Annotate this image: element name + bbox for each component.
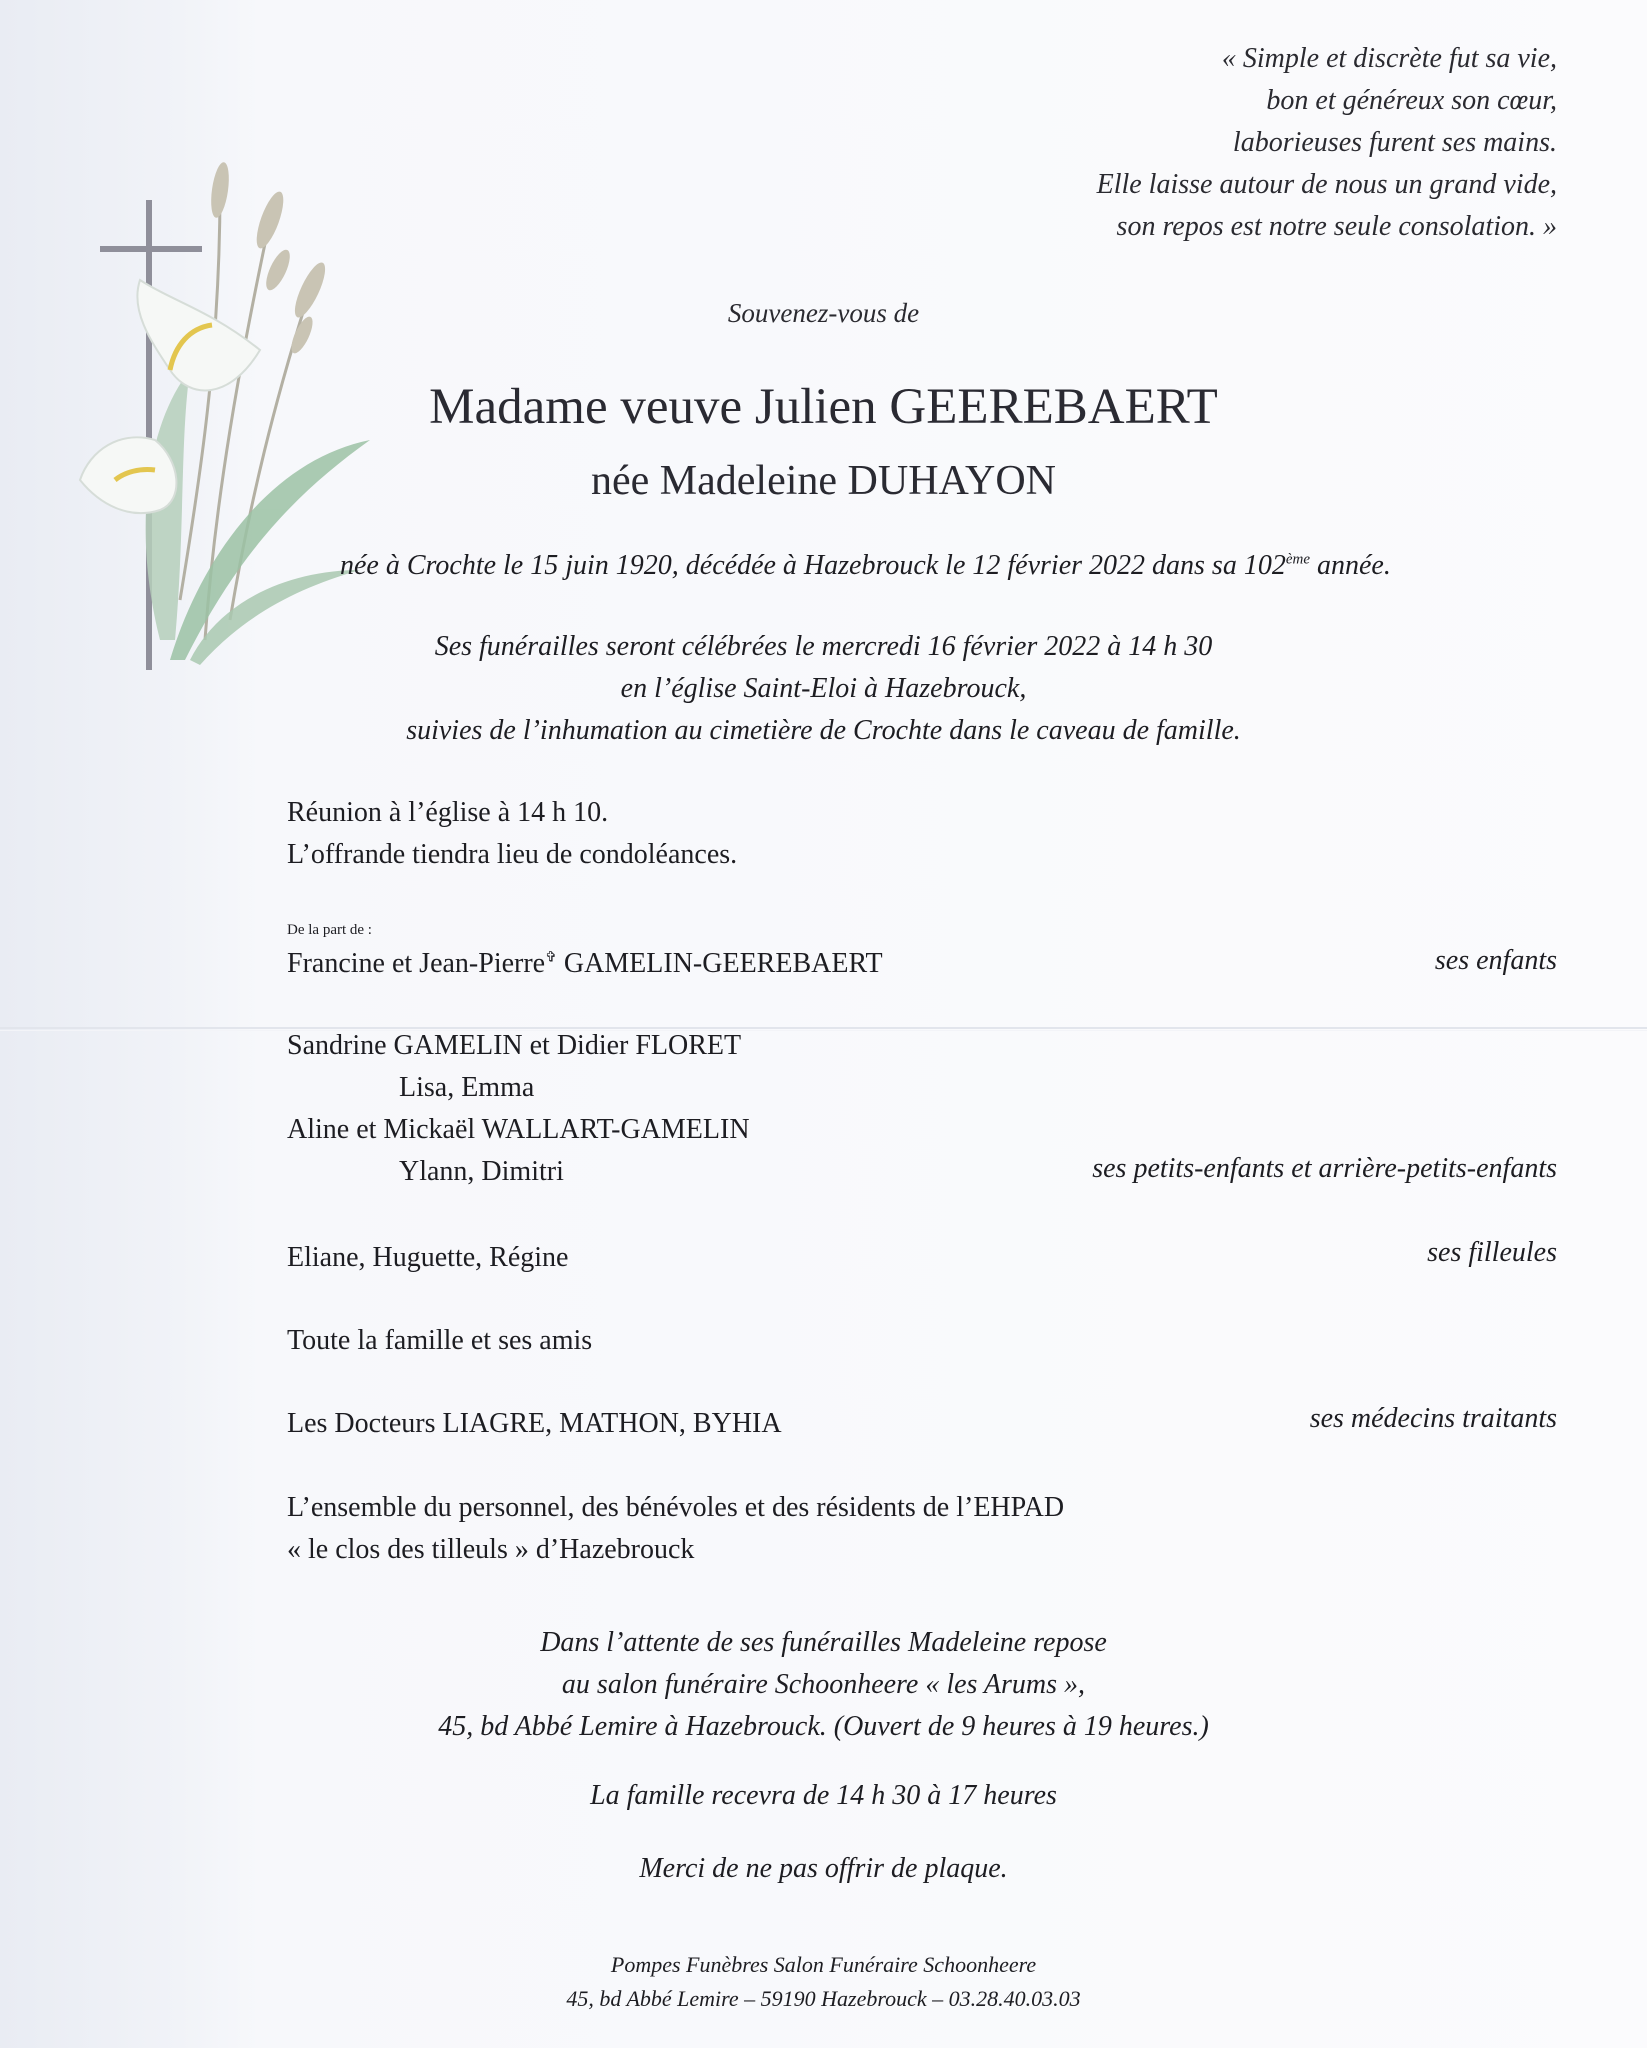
relation-grandchildren: ses petits-enfants et arrière-petits-enfants — [1092, 1153, 1557, 1184]
epitaph-quote — [1097, 38, 1557, 248]
quote-line: bon et généreux son cœur, — [1266, 85, 1557, 116]
great-grandchildren-line: Lisa, Emma — [399, 1072, 535, 1103]
children-surname: GAMELIN-GEEREBAERT — [556, 948, 883, 979]
relation-goddaughters: ses filleules — [1427, 1237, 1557, 1268]
relation-children: ses enfants — [1434, 945, 1557, 976]
no-plaque-note: Merci de ne pas offrir de plaque. — [639, 1853, 1008, 1884]
footer-line: 45, bd Abbé Lemire – 59190 Hazebrouck – 03.28.40.03.03 — [566, 1986, 1081, 2011]
meeting-line: Réunion à l’église à 14 h 10. — [287, 797, 609, 828]
quote-line: « Simple et discrète fut sa vie, — [1221, 43, 1557, 74]
grandchildren-line: Sandrine GAMELIN et Didier FLORET — [287, 1030, 742, 1061]
repose-line: au salon funéraire Schoonheere « les Arums », — [561, 1669, 1086, 1700]
intro-text: Souvenez-vous de — [727, 298, 920, 328]
quote-line: laborieuses furent ses mains. — [1232, 127, 1557, 158]
paper-fold-shadow — [0, 1030, 1647, 1031]
children-names — [287, 943, 883, 985]
footer-line: Pompes Funèbres Salon Funéraire Schoonheere — [610, 1952, 1037, 1977]
relation-doctors: ses médecins traitants — [1309, 1403, 1557, 1434]
family-friends: Toute la famille et ses amis — [287, 1325, 593, 1356]
ehpad-line: L’ensemble du personnel, des bénévoles et des résidents de l’EHPAD — [287, 1492, 1065, 1523]
ehpad-block — [287, 1487, 1064, 1571]
funeral-line: suivies de l’inhumation au cimetière de Crochte dans le caveau de famille. — [406, 715, 1241, 746]
de-la-part-label: De la part de : — [287, 922, 372, 938]
funeral-line: Ses funérailles seront célébrées le mercredi 16 février 2022 à 14 h 30 — [434, 631, 1213, 662]
birth-superscript: ème — [1285, 551, 1310, 568]
children-first-names: Francine et Jean-Pierre — [287, 948, 546, 979]
funeral-info — [0, 626, 1647, 752]
paper-fold-line — [0, 1027, 1647, 1029]
ehpad-line: « le clos des tilleuls » d’Hazebrouck — [287, 1534, 695, 1565]
repose-line: Dans l’attente de ses funérailles Madeleine repose — [540, 1627, 1107, 1658]
deceased-cross-icon: ✞ — [545, 950, 557, 966]
quote-line: Elle laisse autour de nous un grand vide, — [1096, 169, 1557, 200]
repose-line: 45, bd Abbé Lemire à Hazebrouck. (Ouvert de 9 heures à 19 heures.) — [438, 1711, 1209, 1742]
birth-text: née à Crochte le 15 juin 1920, décédée à Hazebrouck le 12 février 2022 dans sa 102 — [340, 550, 1286, 581]
quote-line: son repos est notre seule consolation. » — [1116, 211, 1557, 242]
reception-info: La famille recevra de 14 h 30 à 17 heures — [590, 1780, 1057, 1811]
deceased-name: Madame veuve Julien GEEREBAERT — [429, 379, 1218, 435]
funeral-home-footer — [0, 1948, 1647, 2016]
birth-death-line — [340, 550, 1520, 582]
grandchildren-line: Aline et Mickaël WALLART-GAMELIN — [287, 1114, 750, 1145]
funeral-line: en l’église Saint-Eloi à Hazebrouck, — [620, 673, 1027, 704]
doctors-names: Les Docteurs LIAGRE, MATHON, BYHIA — [287, 1408, 782, 1439]
grandchildren-block — [287, 1025, 750, 1193]
repose-info — [0, 1622, 1647, 1748]
birth-end: année. — [1309, 550, 1391, 581]
meeting-line: L’offrande tiendra lieu de condoléances. — [287, 839, 738, 870]
meeting-info — [287, 792, 737, 876]
deceased-maiden-name: née Madeleine DUHAYON — [591, 458, 1056, 504]
great-grandchildren-line: Ylann, Dimitri — [399, 1156, 564, 1187]
goddaughters-names: Eliane, Huguette, Régine — [287, 1242, 569, 1273]
